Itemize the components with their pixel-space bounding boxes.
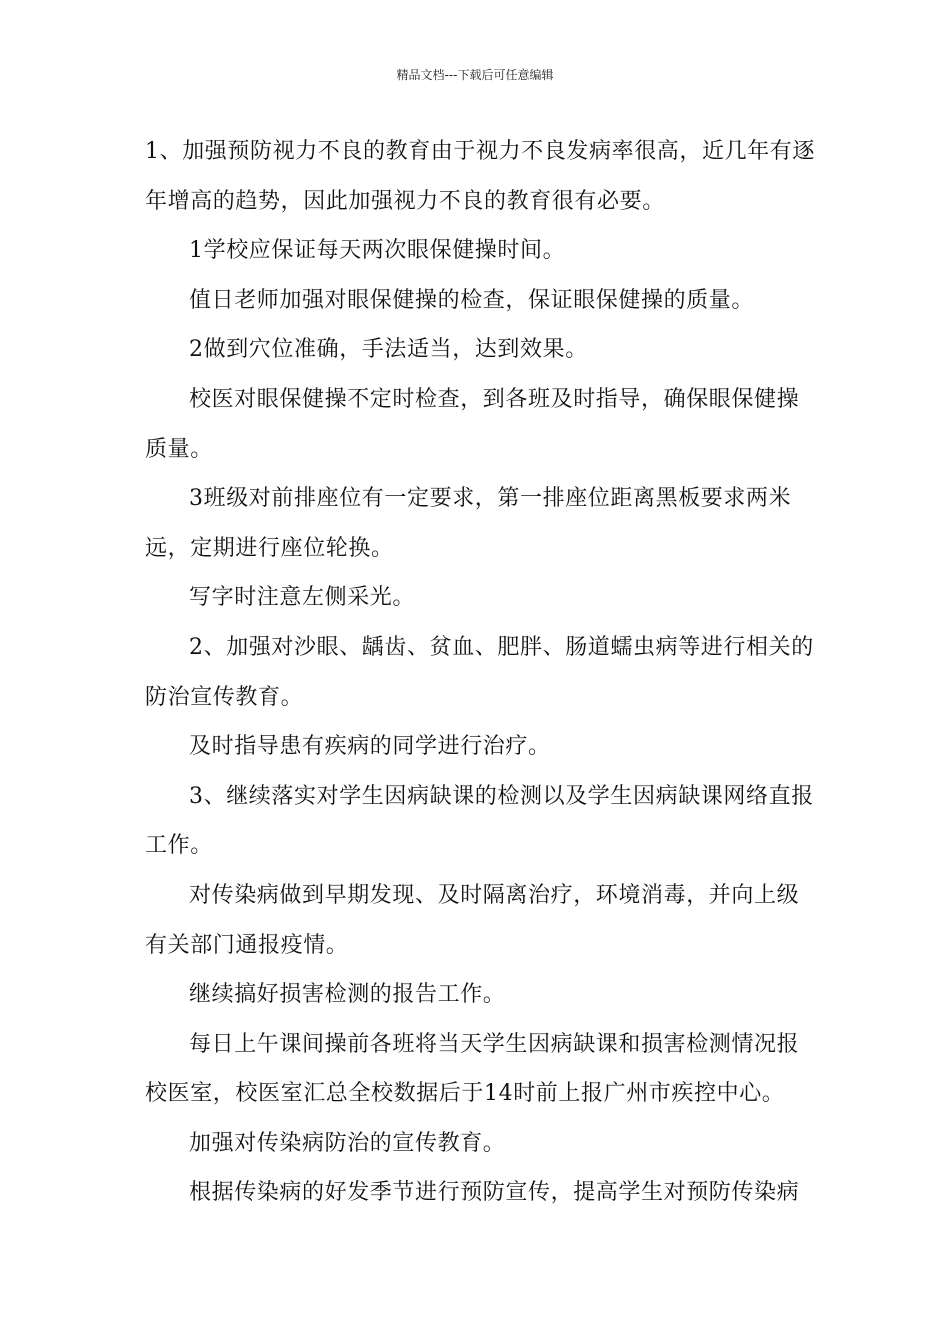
- paragraph-15: [145, 1168, 811, 1218]
- paragraph-5: [145, 375, 811, 474]
- paragraph-4: [145, 325, 811, 375]
- paragraph-14: [145, 1119, 811, 1169]
- text-line: 1、加强预防视力不良的教育由于视力不良发病率很高，近几年有逐: [145, 139, 815, 164]
- text-line: 根据传染病的好发季节进行预防宣传，提高学生对预防传染病: [189, 1180, 800, 1206]
- text-line: 写字时注意左侧采光。: [189, 585, 416, 611]
- text-line: 3班级对前排座位有一定要求，第一排座位距离黑板要求两米: [189, 486, 792, 512]
- text-line: 有关部门通报疫情。: [145, 932, 349, 958]
- text-line: 校医对眼保健操不定时检查，到各班及时指导，确保眼保健操: [189, 386, 800, 412]
- text-line: 3、继续落实对学生因病缺课的检测以及学生因病缺课网络直报: [189, 783, 814, 809]
- text-line: 每日上午课间操前各班将当天学生因病缺课和损害检测情况报: [189, 1031, 800, 1057]
- text-line: 2、加强对沙眼、龋齿、贫血、肥胖、肠道蠕虫病等进行相关的: [189, 634, 814, 660]
- paragraph-1: [145, 127, 815, 226]
- paragraph-6: [145, 474, 811, 573]
- text-line: 加强对传染病防治的宣传教育。: [189, 1130, 506, 1156]
- text-line: 年增高的趋势，因此加强视力不良的教育很有必要。: [145, 188, 665, 214]
- page-header: 精品文档---下载后可任意编辑: [396, 68, 554, 82]
- text-line: 值日老师加强对眼保健操的检查，保证眼保健操的质量。: [189, 287, 755, 313]
- paragraph-13: [145, 1020, 811, 1119]
- paragraph-12: [145, 970, 811, 1020]
- text-line: 1学校应保证每天两次眼保健操时间。: [189, 238, 566, 264]
- text-line: 远，定期进行座位轮换。: [145, 535, 394, 561]
- paragraph-10: [145, 772, 814, 871]
- paragraph-8: [145, 623, 814, 722]
- paragraph-7: [145, 573, 811, 623]
- document-body: [145, 127, 815, 1218]
- paragraph-9: [145, 722, 811, 772]
- text-line: 及时指导患有疾病的同学进行治疗。: [189, 734, 551, 760]
- paragraph-11: [145, 871, 811, 970]
- text-line: 继续搞好损害检测的报告工作。: [189, 982, 506, 1008]
- text-line: 校医室，校医室汇总全校数据后于14时前上报广州市疾控中心。: [145, 1081, 785, 1107]
- text-line: 工作。: [145, 833, 213, 859]
- text-line: 对传染病做到早期发现、及时隔离治疗，环境消毒，并向上级: [189, 882, 800, 908]
- text-line: 2做到穴位准确，手法适当，达到效果。: [189, 337, 588, 363]
- paragraph-3: [145, 276, 811, 326]
- text-line: 质量。: [145, 436, 213, 462]
- text-line: 防治宣传教育。: [145, 684, 304, 710]
- paragraph-2: [145, 226, 811, 276]
